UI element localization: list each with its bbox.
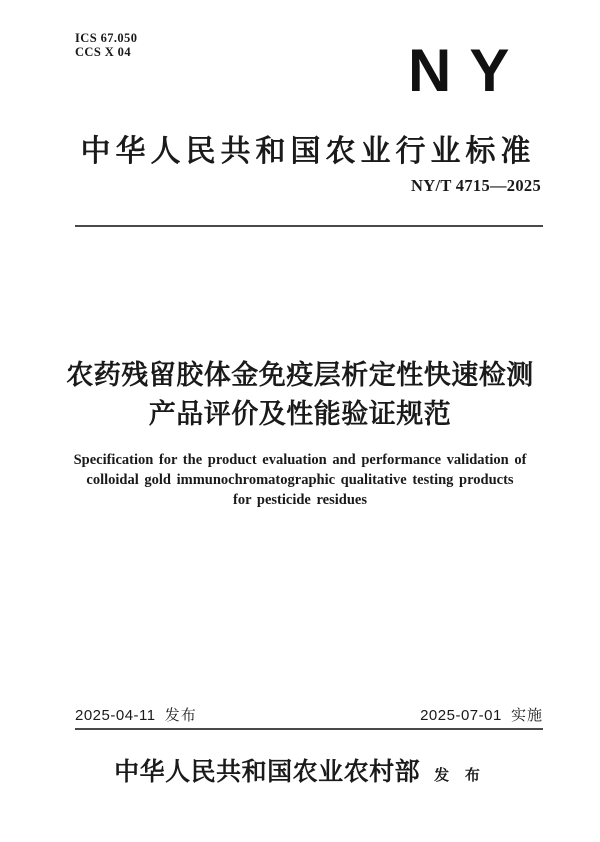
publisher-row: [0, 752, 600, 788]
dates-row: [75, 704, 543, 725]
ny-logo: NY: [408, 37, 528, 104]
header-divider-line: [75, 225, 543, 227]
document-title-en-line1: Specification for the product evaluation and performance validation of: [73, 452, 527, 468]
document-title-cn: [0, 356, 600, 434]
standard-type-title: 中华人民共和国农业行业标准: [80, 135, 536, 168]
standard-number: NY/T 4715—2025: [411, 176, 541, 195]
implementation-date-group: [420, 704, 543, 725]
issue-date-group: [75, 704, 197, 725]
document-title-en-line2: colloidal gold immunochromatographic qualitative testing products: [86, 472, 514, 488]
document-title-cn-line2: 产品评价及性能验证规范: [148, 399, 452, 429]
issue-date-label: 发布: [164, 707, 197, 724]
publish-label: 发 布: [434, 768, 486, 784]
document-title-en-line3: for pesticide residues: [233, 492, 367, 508]
implementation-date: 2025-07-01: [420, 707, 502, 724]
ccs-code: CCS X 04: [75, 45, 131, 59]
publisher-name: 中华人民共和国农业农村部: [114, 759, 421, 786]
implementation-date-label: 实施: [510, 707, 543, 724]
document-title-cn-line1: 农药残留胶体金免疫层析定性快速检测: [66, 360, 534, 390]
classification-codes: [75, 31, 137, 59]
document-title-en: [0, 450, 600, 510]
footer-divider-line: [75, 728, 543, 730]
ics-code: ICS 67.050: [75, 31, 138, 45]
issue-date: 2025-04-11: [75, 707, 156, 724]
